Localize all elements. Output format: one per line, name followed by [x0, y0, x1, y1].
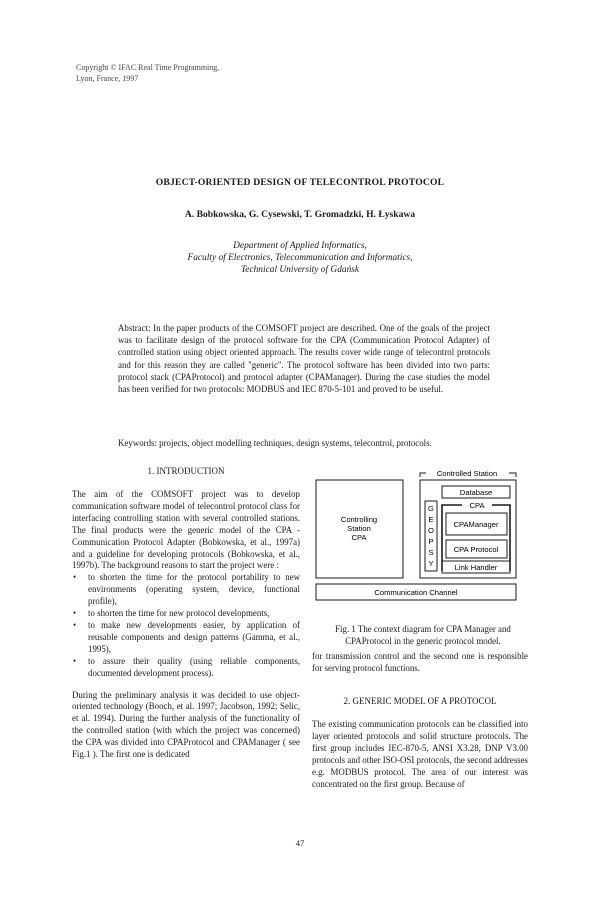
list-item	[72, 620, 300, 656]
list-item-text: to shorten the time for the protocol portability to new environments (operating system, device, functional profile),	[88, 572, 300, 607]
affiliation	[0, 240, 600, 276]
intro-paragraph: The aim of the COMSOFT project was to develop communication software model of telecontrol protocol class for interfacing controlling station with several controlled stations. The final products were the generic model of the CPA - Communication Protocol Adapter (Bobkowska, et al., 1997a) and a guideline for developing protocols (Bobkowska, et al., 1997b). The background reasons to start the project were :	[72, 489, 300, 571]
controlled-station-label: Controlled Station	[436, 469, 498, 478]
section-heading-introduction: 1. INTRODUCTION	[147, 466, 225, 476]
geospy-letter: S	[428, 548, 434, 557]
affiliation-line: Department of Applied Informatics,	[233, 241, 367, 251]
cpa-label: CPA	[469, 501, 485, 510]
list-item	[72, 608, 300, 620]
bullet-icon: •	[73, 619, 77, 630]
caption-line: Fig. 1 The context diagram for CPA Manager and	[335, 624, 511, 634]
figure-caption	[318, 623, 528, 647]
affiliation-line: Faculty of Electronics, Telecommunication and Informatics,	[187, 253, 413, 263]
controlling-station-label: Controlling	[340, 515, 378, 524]
intro-paragraph: During the preliminary analysis it was decided to use object-oriented technology (Booch, et al. 1997; Jacobson, 1992; Selic, et al. 1994). During the further analysis of the functionality of the controlled station (with which the project was concerned) the CPA was divided into CPAProtocol and CPAManager ( see Fig.1 ). The first one is dedicated	[72, 689, 300, 760]
controlled-station-bracket-right	[509, 473, 516, 477]
paper-title: OBJECT-ORIENTED DESIGN OF TELECONTROL PROTOCOL	[155, 177, 445, 188]
link-handler-label: Link Handler	[454, 563, 498, 572]
affiliation-line: Technical University of Gdańsk	[240, 265, 360, 275]
geospy-letter: G	[428, 504, 434, 513]
bullet-icon: •	[73, 655, 77, 666]
copyright-line-1: Copyright © IFAC Real Time Programming,	[76, 63, 220, 72]
keywords: Keywords: projects, object modelling techniques, design systems, telecontrol, protocols.	[118, 438, 432, 448]
communication-channel-label: Communication Channel	[374, 588, 458, 597]
cpa-manager-label: CPAManager	[453, 520, 499, 529]
list-item-text: to assure their quality (using reliable components, documented development process).	[88, 655, 300, 678]
generic-model-paragraph: The existing communication protocols can be classified into layer oriented protocols and solid structure protocols. The first group includes IEC-870-5, ANSI X3.28, DNP V3.00 protocols and other ISO-OSI protocols, the second addresses e.g. MODBUS protocol. The area of our interest was concentrated on the first group. Because of	[312, 719, 528, 789]
geospy-letter: P	[428, 537, 434, 546]
introduction-body	[72, 489, 300, 761]
context-diagram	[312, 467, 528, 609]
section-heading-generic-model: 2. GENERIC MODEL OF A PROTOCOL	[343, 696, 497, 706]
controlling-station-label: CPA	[351, 533, 367, 542]
geospy-letter: Y	[428, 559, 434, 568]
list-item	[72, 572, 300, 608]
controlled-station-bracket-left	[420, 473, 426, 477]
page-number: 47	[295, 838, 305, 848]
copyright-line-2: Lyon, France, 1997	[76, 74, 139, 83]
copyright-notice	[76, 62, 219, 84]
geospy-letter: O	[428, 526, 434, 535]
database-label: Database	[459, 488, 493, 497]
list-item-text: to shorten the time for new protocol developments,	[88, 608, 270, 619]
abstract: Abstract: In the paper products of the COMSOFT project are described. One of the goals of the project was to facilitate design of the protocol software for the CPA (Communication Protocol Adapter) of controlled station using object oriented approach. The results cover wide range of telecontrol protocols and for this reason they are called "generic". The protocol software has been divided into two parts: protocol stack (CPAProtocol) and protocol adapter (CPAManager). During the case studies the model has been verified for two protocols: MODBUS and IEC 870-5-101 and proved to be useful.	[118, 323, 490, 395]
bullet-icon: •	[73, 608, 77, 619]
reasons-list	[72, 572, 300, 679]
caption-line: CPAProtocol in the generic protocol model.	[345, 636, 501, 646]
bullet-icon: •	[73, 572, 77, 583]
list-item	[72, 656, 300, 680]
list-item-text: to make new developments easier, by application of reusable components and design patterns (Gamma, et al., 1995),	[88, 619, 300, 654]
geospy-letter: E	[428, 515, 434, 524]
cpa-protocol-label: CPA Protocol	[453, 545, 499, 554]
controlling-station-label: Station	[347, 524, 371, 533]
right-column-paragraph: for transmission control and the second one is responsible for serving protocol functions.	[312, 651, 528, 673]
paper-authors: A. Bobkowska, G. Cysewski, T. Gromadzki, H. Łyskawa	[184, 209, 416, 220]
